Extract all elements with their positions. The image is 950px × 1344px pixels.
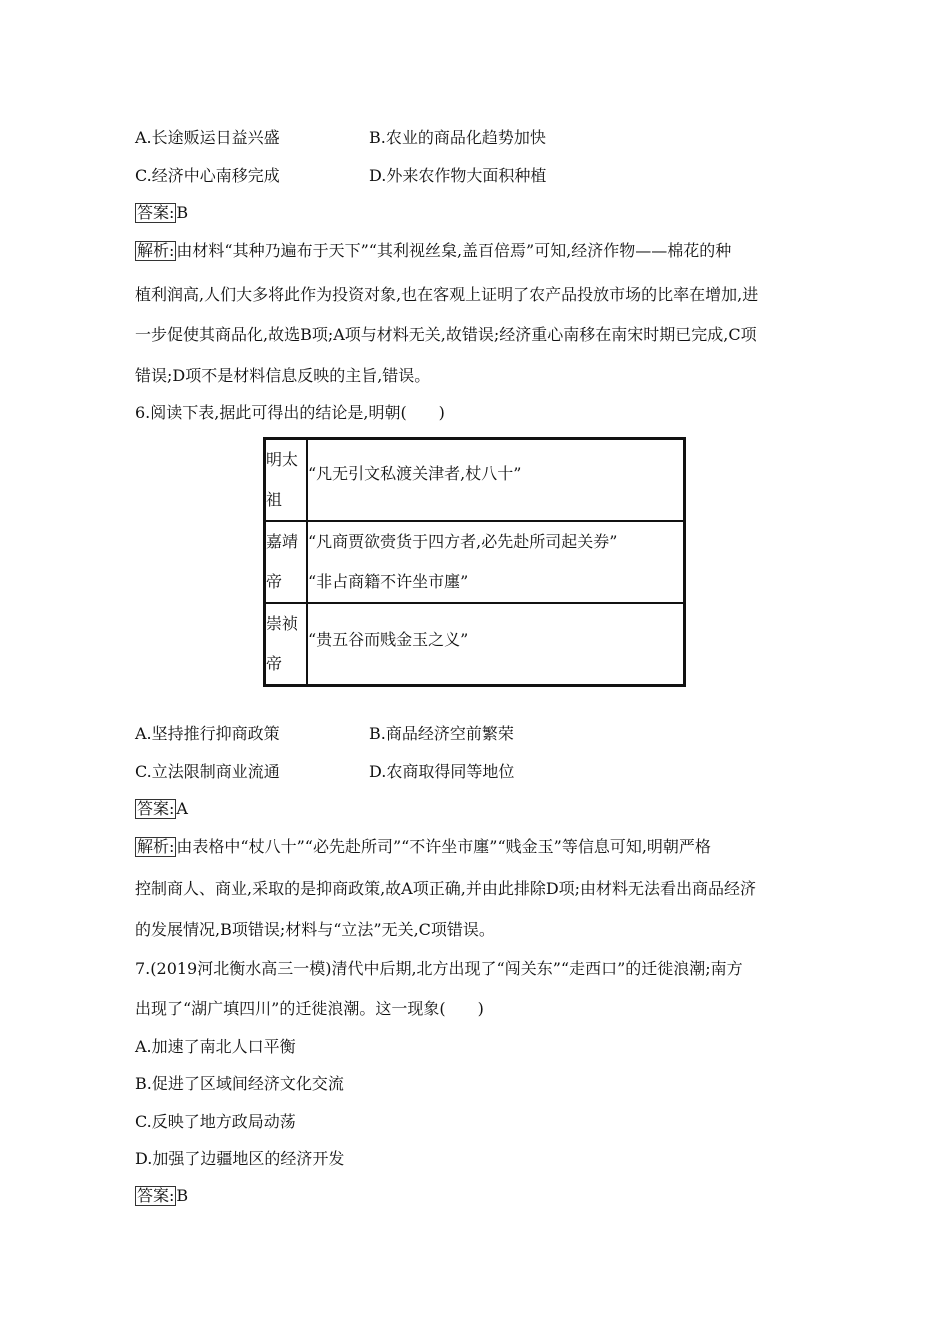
q6-analysis-line-3: 的发展情况,B项错误;材料与“立法”无关,C项错误。	[135, 920, 495, 939]
q7-option-d: D.加强了边疆地区的经济开发	[135, 1149, 345, 1168]
q5-option-a: A.长途贩运日益兴盛	[135, 128, 280, 147]
analysis-text: 由材料“其种乃遍布于天下”“其利视丝枲,盖百倍焉”可知,经济作物——棉花的种	[176, 241, 732, 260]
q6-analysis-line-1	[135, 837, 711, 857]
q6-option-b: B.商品经济空前繁荣	[369, 724, 514, 743]
analysis-label: 解析:	[137, 837, 175, 856]
quote-text: “凡商贾欲赍货于四方者,必先赴所司起关券”	[308, 532, 618, 551]
table-row	[265, 603, 685, 686]
q5-answer	[135, 203, 188, 223]
analysis-label: 解析:	[137, 241, 175, 260]
quote-cell	[307, 439, 685, 522]
q5-analysis-line-1	[135, 241, 731, 261]
answer-value: B	[176, 1186, 189, 1205]
era-cell: 嘉靖帝	[265, 521, 308, 603]
quote-text: “贵五谷而贱金玉之义”	[308, 630, 469, 649]
q6-answer	[135, 799, 188, 819]
era-cell: 明太祖	[265, 439, 308, 522]
quote-text: “非占商籍不许坐市廛”	[308, 572, 469, 591]
answer-label: 答案:	[137, 799, 175, 818]
q7-stem-line-2: 出现了“湖广填四川”的迁徙浪潮。这一现象( )	[135, 999, 484, 1018]
table-row	[265, 521, 685, 603]
q7-answer	[135, 1186, 188, 1206]
q6-option-a: A.坚持推行抑商政策	[135, 724, 280, 743]
era-cell: 崇祯帝	[265, 603, 308, 686]
q6-option-c: C.立法限制商业流通	[135, 762, 280, 781]
q6-analysis-line-2: 控制商人、商业,采取的是抑商政策,故A项正确,并由此排除D项;由材料无法看出商品经济	[135, 879, 757, 898]
quote-cell	[307, 603, 685, 686]
q5-analysis-line-3: 一步促使其商品化,故选B项;A项与材料无关,故错误;经济重心南移在南宋时期已完成,C项	[135, 325, 757, 344]
q7-stem-line-1: 7.(2019河北衡水高三一模)清代中后期,北方出现了“闯关东”“走西口”的迁徙浪潮;南方	[135, 959, 743, 978]
analysis-text: 由表格中“杖八十”“必先赴所司”“不许坐市廛”“贱金玉”等信息可知,明朝严格	[176, 837, 711, 856]
q6-table	[263, 437, 686, 687]
q5-option-b: B.农业的商品化趋势加快	[369, 128, 546, 147]
quote-cell	[307, 521, 685, 603]
q6-option-d: D.农商取得同等地位	[369, 762, 515, 781]
quote-text: “凡无引文私渡关津者,杖八十”	[308, 464, 522, 483]
q5-option-c: C.经济中心南移完成	[135, 166, 280, 185]
q7-option-b: B.促进了区域间经济文化交流	[135, 1074, 344, 1093]
answer-value: B	[176, 203, 189, 222]
q7-option-a: A.加速了南北人口平衡	[135, 1037, 296, 1056]
table-row	[265, 439, 685, 522]
q5-option-d: D.外来农作物大面积种植	[369, 166, 547, 185]
answer-label: 答案:	[137, 203, 175, 222]
q6-stem: 6.阅读下表,据此可得出的结论是,明朝( )	[135, 403, 445, 422]
q5-analysis-line-4: 错误;D项不是材料信息反映的主旨,错误。	[135, 366, 431, 385]
q5-analysis-line-2: 植利润高,人们大多将此作为投资对象,也在客观上证明了农产品投放市场的比率在增加,进	[135, 285, 759, 304]
q7-option-c: C.反映了地方政局动荡	[135, 1112, 296, 1131]
answer-label: 答案:	[137, 1186, 175, 1205]
answer-value: A	[176, 799, 188, 818]
